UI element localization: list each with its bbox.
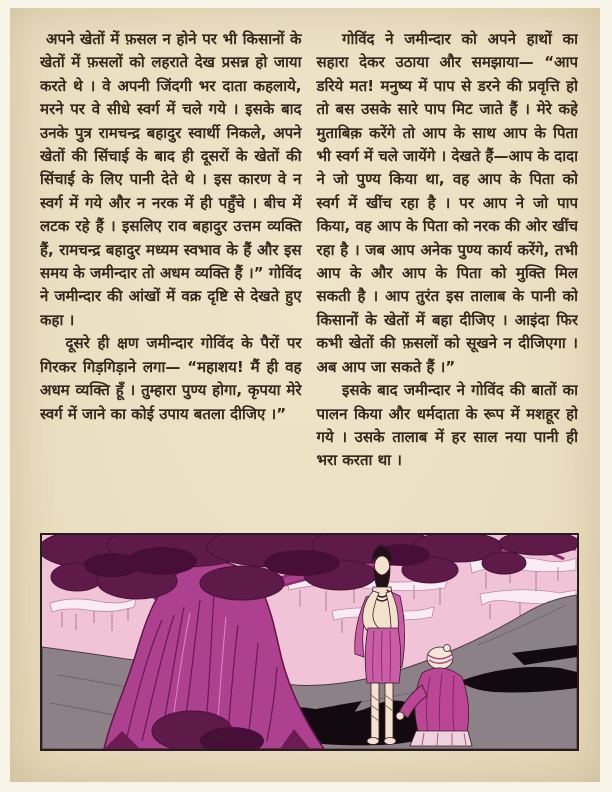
story-illustration <box>40 533 579 751</box>
story-paragraph: अपने खेतों में फ़सल न होने पर भी किसानों के खेतों में फ़सलों को लहराते देख प्रसन्न हो जाया करते थे । वे अपनी जिंदगी भर दाता कहलाये, मरने पर वे सीधे स्वर्ग में चले गये । इसके बाद उनके पुत्र रामचन्द्र बहादुर स्वार्थी निकले, अपने खेतों की सिंचाई के बाद ही दूसरों के खेतों की सिंचाई के लिए पानी देते थे । इस कारण वे न स्वर्ग में गये और न नरक में ही पहुँचे । बीच में लटक रहे हैं । इसलिए राव बहादुर उत्तम व्यक्ति हैं, रामचन्द्र बहादुर मध्यम स्वभाव के हैं और इस समय के जमीन्दार तो अधम व्यक्ति हैं ।” गोविंद ने जमीन्दार की आंखों में वक्र दृष्टि से देखते हुए कहा । <box>40 30 302 329</box>
text-columns <box>40 28 578 528</box>
story-paragraph: इसके बाद जमीन्दार ने गोविंद की बातों का पालन किया और धर्मदाता के रूप में मशहूर हो गये । उसके तालाब में हर साल नया पानी ही भरा करता था । <box>316 381 578 470</box>
story-paragraph: दूसरे ही क्षण जमीन्दार गोविंद के पैरों पर गिरकर गिड़गिड़ाने लगा— “महाशय! मैं ही वह अधम व्यक्ति हूँ । तुम्हारा पुण्य होगा, कृपया मेरे स्वर्ग में जाने का कोई उपाय बतला दीजिए ।” <box>40 334 302 423</box>
artist-signature: Rai <box>210 734 226 744</box>
text-column-right <box>317 28 579 528</box>
illustration-canvas <box>42 535 577 749</box>
story-paragraph: गोविंद ने जमीन्दार को अपने हाथों का सहारा देकर उठाया और समझाया— “आप डरिये मत! मनुष्य में पाप से डरने की प्रवृत्ति हो तो बस उसके सारे पाप मिट जाते हैं । मेरे कहे मुताबिक़ करेंगे तो आप के साथ आप के पिता भी स्वर्ग में चले जायेंगे । देखते हैं—आप के दादा ने जो पुण्य किया था, वह आप के पिता को स्वर्ग में खींच रहा है । पर आप ने जो पाप किया, वह आप के पिता को नरक की ओर खींच रहा है । जब आप अनेक पुण्य कार्य करेंगे, तभी आप के और आप के पिता को मुक्ति मिल सकती है । आप तुरंत इस तालाब के पानी को किसानों के खेतों में बहा दीजिए । आइंदा फिर कभी खेतों की फ़सलों को सूखने न दीजिएगा । अब आप जा सकते हैं ।” <box>316 30 578 376</box>
text-column-left <box>40 28 302 528</box>
paper-background <box>10 8 600 782</box>
